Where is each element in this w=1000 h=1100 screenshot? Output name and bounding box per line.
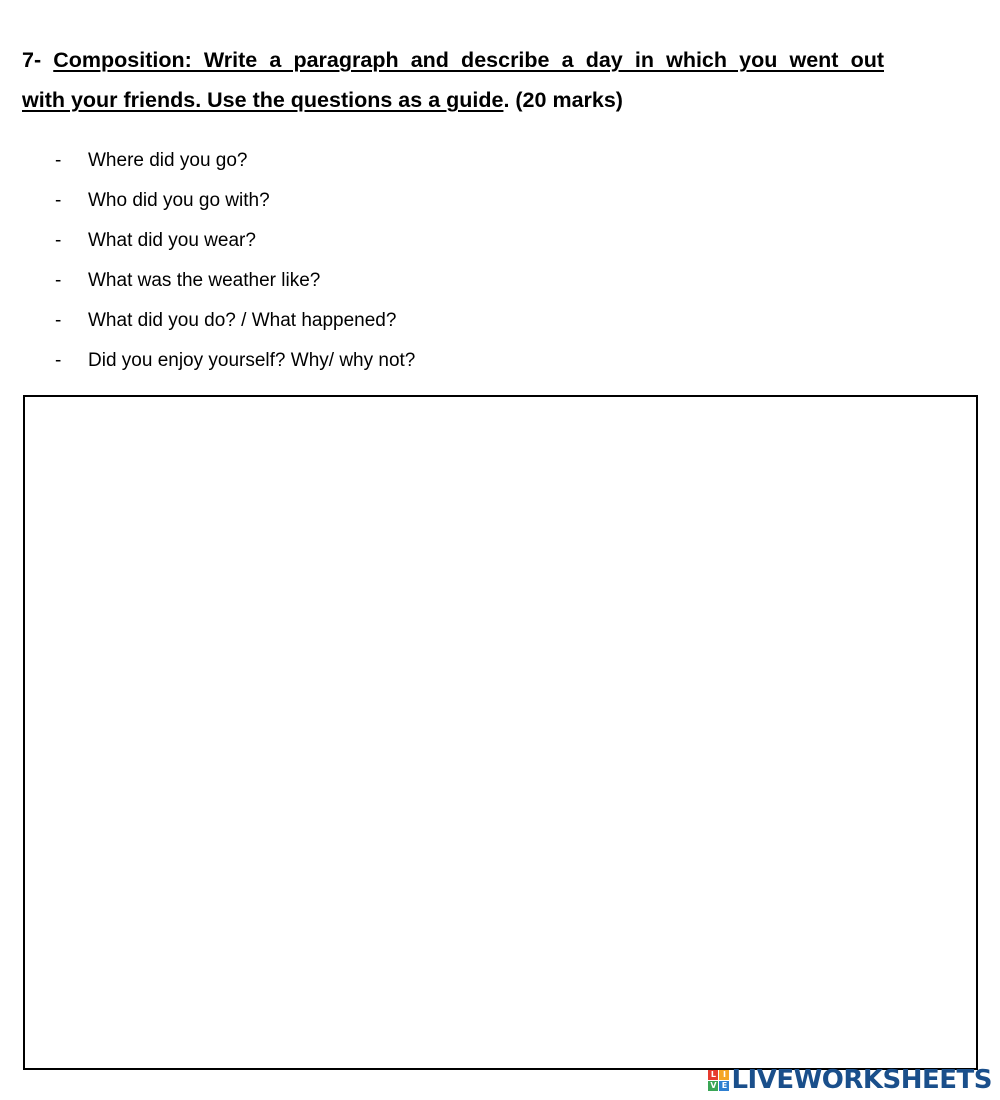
logo-cell: V <box>710 1080 717 1090</box>
composition-answer-box[interactable] <box>23 395 978 1070</box>
guide-question-text: Where did you go? <box>88 150 248 171</box>
liveworksheets-watermark <box>708 1064 992 1096</box>
marks-label: . (20 marks) <box>503 88 623 112</box>
list-dash: - <box>55 350 62 371</box>
guide-question-text: What did you wear? <box>88 230 256 251</box>
logo-cell: I <box>719 1070 729 1080</box>
watermark-text: LIVEWORKSHEETS <box>731 1065 992 1095</box>
list-dash: - <box>55 230 62 251</box>
composition-heading <box>22 40 884 120</box>
heading-line-1 <box>22 40 884 80</box>
logo-cell: E <box>719 1081 729 1091</box>
heading-title-part-1: Composition: Write a paragraph and describe a day in which you went out <box>53 48 884 72</box>
question-number: 7- <box>22 48 42 72</box>
list-dash: - <box>55 310 62 331</box>
list-dash: - <box>55 190 62 211</box>
list-dash: - <box>55 270 62 291</box>
heading-title-part-2: with your friends. Use the questions as a guide <box>22 88 504 112</box>
guide-question-text: What was the weather like? <box>88 270 321 291</box>
heading-line-2 <box>22 80 884 120</box>
liveworksheets-logo-icon <box>708 1070 729 1091</box>
guide-question-text: What did you do? / What happened? <box>88 310 397 331</box>
guide-question-text: Did you enjoy yourself? Why/ why not? <box>88 350 416 371</box>
guide-question-text: Who did you go with? <box>88 190 270 211</box>
list-dash: - <box>55 150 62 171</box>
logo-cell: L <box>708 1070 718 1080</box>
